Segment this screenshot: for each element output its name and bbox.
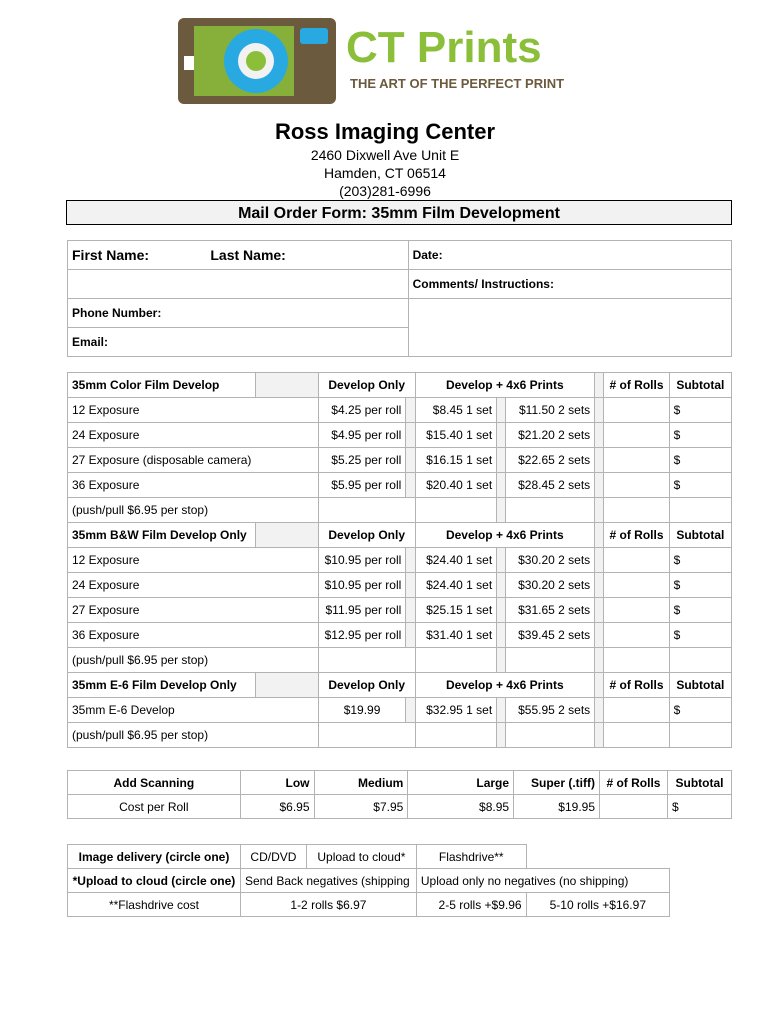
two-sets-price: $21.20 2 sets [506, 423, 595, 448]
delivery-label: Image delivery (circle one) [68, 845, 241, 869]
scan-subtotal[interactable]: $ [667, 795, 731, 819]
ct-prints-logo [174, 12, 604, 112]
email-field[interactable] [68, 328, 409, 357]
rolls-input[interactable] [604, 573, 669, 598]
comments-input-field[interactable] [408, 299, 731, 357]
row-label: 35mm E-6 Develop [68, 698, 319, 723]
scan-cost-label: Cost per Roll [68, 795, 241, 819]
two-sets-price: $30.20 2 sets [506, 573, 595, 598]
option-cd-dvd[interactable]: CD/DVD [240, 845, 306, 869]
table-row [68, 448, 732, 473]
address-line2: Hamden, CT 06514 [324, 165, 446, 181]
table-row [68, 598, 732, 623]
color-h-prints: Develop + 4x6 Prints [415, 373, 595, 398]
subtotal-cell[interactable]: $ [669, 398, 731, 423]
develop-price: $12.95 per roll [318, 623, 406, 648]
flash-price-1: 1-2 rolls $6.97 [240, 893, 416, 917]
one-set-price: $24.40 1 set [415, 548, 497, 573]
scan-h-medium: Medium [314, 771, 408, 795]
subtotal-cell[interactable] [669, 723, 731, 748]
table-row [68, 548, 732, 573]
form-title: Mail Order Form: 35mm Film Development [66, 200, 732, 225]
pricing-table [67, 372, 732, 748]
scan-rolls-input[interactable] [600, 795, 668, 819]
name-cell[interactable] [68, 241, 409, 270]
subtotal-cell[interactable]: $ [669, 548, 731, 573]
develop-price: $4.95 per roll [318, 423, 406, 448]
customer-info-table [67, 240, 732, 357]
e6-h-rolls: # of Rolls [604, 673, 669, 698]
develop-price: $5.25 per roll [318, 448, 406, 473]
bw-h-subtotal: Subtotal [669, 523, 731, 548]
phone-label: Phone Number: [72, 306, 162, 320]
table-row [68, 698, 732, 723]
e6-h-develop: Develop Only [318, 673, 415, 698]
first-name-label: First Name: [72, 247, 150, 263]
row-label: 24 Exposure [68, 573, 319, 598]
rolls-input[interactable] [604, 548, 669, 573]
brand-text: CT Prints [346, 23, 542, 72]
table-row [68, 423, 732, 448]
row-label: 27 Exposure (disposable camera) [68, 448, 319, 473]
rolls-input[interactable] [604, 423, 669, 448]
two-sets-price: $31.65 2 sets [506, 598, 595, 623]
scan-low-price: $6.95 [240, 795, 314, 819]
one-set-price: $20.40 1 set [415, 473, 497, 498]
subtotal-cell[interactable]: $ [669, 473, 731, 498]
scan-super-price: $19.95 [514, 795, 600, 819]
name-input-field[interactable] [68, 270, 409, 299]
scan-medium-price: $7.95 [314, 795, 408, 819]
rolls-input[interactable] [604, 598, 669, 623]
phone-field[interactable] [68, 299, 409, 328]
scan-h-large: Large [408, 771, 514, 795]
rolls-input[interactable] [604, 623, 669, 648]
subtotal-cell[interactable]: $ [669, 448, 731, 473]
rolls-input[interactable] [604, 398, 669, 423]
e6-h-subtotal: Subtotal [669, 673, 731, 698]
tagline-text: THE ART OF THE PERFECT PRINT [350, 76, 565, 91]
develop-price: $10.95 per roll [318, 548, 406, 573]
scan-h-super: Super (.tiff) [514, 771, 600, 795]
two-sets-price: $55.95 2 sets [506, 698, 595, 723]
row-label: 24 Exposure [68, 423, 319, 448]
date-label: Date: [412, 248, 443, 262]
option-upload-only[interactable]: Upload only no negatives (no shipping) [416, 869, 669, 893]
last-name-label: Last Name: [210, 247, 286, 263]
subtotal-cell[interactable]: $ [669, 623, 731, 648]
one-set-price: $31.40 1 set [415, 623, 497, 648]
pushpull-note: (push/pull $6.95 per stop) [68, 648, 319, 673]
center-phone: (203)281-6996 [339, 183, 431, 199]
bw-h-rolls: # of Rolls [604, 523, 669, 548]
one-set-price: $8.45 1 set [415, 398, 497, 423]
rolls-input[interactable] [604, 448, 669, 473]
two-sets-price: $30.20 2 sets [506, 548, 595, 573]
comments-field[interactable] [408, 270, 731, 299]
rolls-input[interactable] [604, 698, 669, 723]
email-label: Email: [72, 335, 109, 349]
two-sets-price: $11.50 2 sets [506, 398, 595, 423]
develop-price: $11.95 per roll [318, 598, 406, 623]
table-row [68, 473, 732, 498]
subtotal-cell[interactable]: $ [669, 598, 731, 623]
develop-price: $4.25 per roll [318, 398, 406, 423]
develop-price: $10.95 per roll [318, 573, 406, 598]
center-name: Ross Imaging Center [274, 119, 496, 144]
bw-h-develop: Develop Only [318, 523, 415, 548]
subtotal-cell[interactable] [669, 498, 731, 523]
scan-h-low: Low [240, 771, 314, 795]
one-set-price: $25.15 1 set [415, 598, 497, 623]
row-label: 27 Exposure [68, 598, 319, 623]
scan-h-rolls: # of Rolls [600, 771, 668, 795]
bw-section-title: 35mm B&W Film Develop Only [68, 523, 256, 548]
rolls-input[interactable] [604, 498, 669, 523]
address-line1: 2460 Dixwell Ave Unit E [310, 147, 460, 163]
scanning-table [67, 770, 732, 819]
rolls-input[interactable] [604, 723, 669, 748]
date-field[interactable] [408, 241, 731, 270]
color-h-subtotal: Subtotal [669, 373, 731, 398]
scan-h-subtotal: Subtotal [667, 771, 731, 795]
subtotal-cell[interactable]: $ [669, 573, 731, 598]
cloud-label: *Upload to cloud (circle one) [68, 869, 241, 893]
scan-large-price: $8.95 [408, 795, 514, 819]
color-h-rolls: # of Rolls [604, 373, 669, 398]
one-set-price: $32.95 1 set [415, 698, 497, 723]
rolls-input[interactable] [604, 473, 669, 498]
pushpull-note: (push/pull $6.95 per stop) [68, 498, 319, 523]
pushpull-note: (push/pull $6.95 per stop) [68, 723, 319, 748]
rolls-input[interactable] [604, 648, 669, 673]
flash-price-3: 5-10 rolls +$16.97 [526, 893, 669, 917]
develop-price: $5.95 per roll [318, 473, 406, 498]
flashdrive-cost-label: **Flashdrive cost [68, 893, 241, 917]
subtotal-cell[interactable]: $ [669, 698, 731, 723]
option-send-back-negatives[interactable]: Send Back negatives (shipping [240, 869, 416, 893]
comments-label: Comments/ Instructions: [412, 277, 554, 291]
row-label: 36 Exposure [68, 623, 319, 648]
flash-price-2: 2-5 rolls +$9.96 [416, 893, 526, 917]
table-row [68, 398, 732, 423]
row-label: 12 Exposure [68, 398, 319, 423]
two-sets-price: $39.45 2 sets [506, 623, 595, 648]
option-upload-cloud[interactable]: Upload to cloud* [306, 845, 416, 869]
subtotal-cell[interactable]: $ [669, 423, 731, 448]
color-h-develop: Develop Only [318, 373, 415, 398]
delivery-table [67, 844, 670, 917]
subtotal-cell[interactable] [669, 648, 731, 673]
one-set-price: $24.40 1 set [415, 573, 497, 598]
one-set-price: $15.40 1 set [415, 423, 497, 448]
table-row [68, 573, 732, 598]
e6-section-title: 35mm E-6 Film Develop Only [68, 673, 256, 698]
scan-h-add: Add Scanning [68, 771, 241, 795]
table-row [68, 623, 732, 648]
two-sets-price: $22.65 2 sets [506, 448, 595, 473]
e6-h-prints: Develop + 4x6 Prints [415, 673, 595, 698]
develop-price: $19.99 [318, 698, 406, 723]
color-section-title: 35mm Color Film Develop [68, 373, 256, 398]
one-set-price: $16.15 1 set [415, 448, 497, 473]
two-sets-price: $28.45 2 sets [506, 473, 595, 498]
bw-h-prints: Develop + 4x6 Prints [415, 523, 595, 548]
row-label: 36 Exposure [68, 473, 319, 498]
option-flashdrive[interactable]: Flashdrive** [416, 845, 526, 869]
row-label: 12 Exposure [68, 548, 319, 573]
